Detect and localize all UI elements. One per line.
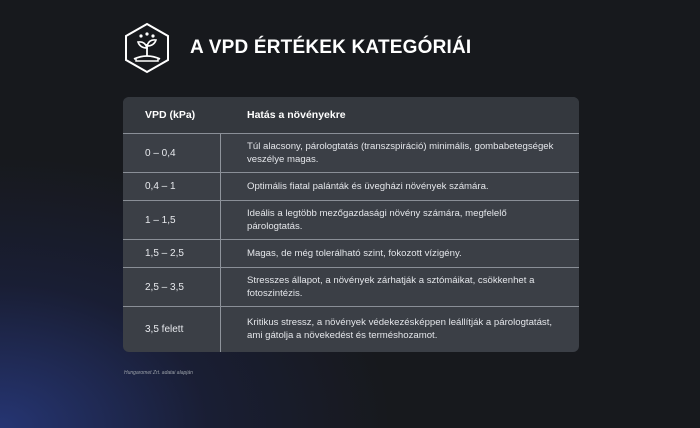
column-header-effect: Hatás a növényekre	[247, 108, 346, 121]
effect-text: Ideális a legtöbb mezőgazdasági növény számára, megfelelő párologtatás.	[247, 208, 507, 232]
effect-text: Stresszes állapot, a növények zárhatják a sztómáikat, csökkenhet a fotoszintézis.	[247, 275, 535, 299]
effect-text: Magas, de még tolerálható szint, fokozott vízigény.	[247, 248, 462, 259]
source-note: Hungaromet Zrt. adatai alapján	[124, 370, 193, 376]
table-row	[123, 173, 579, 201]
vpd-table	[123, 97, 579, 352]
table-row	[123, 307, 579, 351]
vpd-value: 2,5 – 3,5	[145, 281, 184, 293]
effect-text: Kritikus stressz, a növények védekezésképpen leállítják a párologtatást, ami gátolja a növekedést és terméshozamot.	[247, 317, 553, 341]
table-row	[123, 268, 579, 307]
table-row	[123, 134, 579, 173]
page-title: A VPD ÉRTÉKEK KATEGÓRIÁI	[190, 37, 472, 58]
plant-hexagon-icon	[124, 22, 170, 74]
vpd-value: 3,5 felett	[145, 323, 184, 335]
vpd-value: 0 – 0,4	[145, 147, 176, 159]
table-row	[123, 201, 579, 240]
table-header-row	[123, 97, 579, 134]
effect-text: Optimális fiatal palánták és üvegházi növények számára.	[247, 181, 489, 192]
vpd-value: 1,5 – 2,5	[145, 248, 184, 259]
effect-text: Túl alacsony, párologtatás (transzspiráció) minimális, gombabetegségek veszélye magas.	[247, 141, 554, 165]
page-header	[124, 22, 471, 74]
column-header-vpd: VPD (kPa)	[145, 109, 196, 121]
vpd-value: 0,4 – 1	[145, 181, 176, 192]
table-row	[123, 240, 579, 268]
vpd-value: 1 – 1,5	[145, 214, 176, 226]
